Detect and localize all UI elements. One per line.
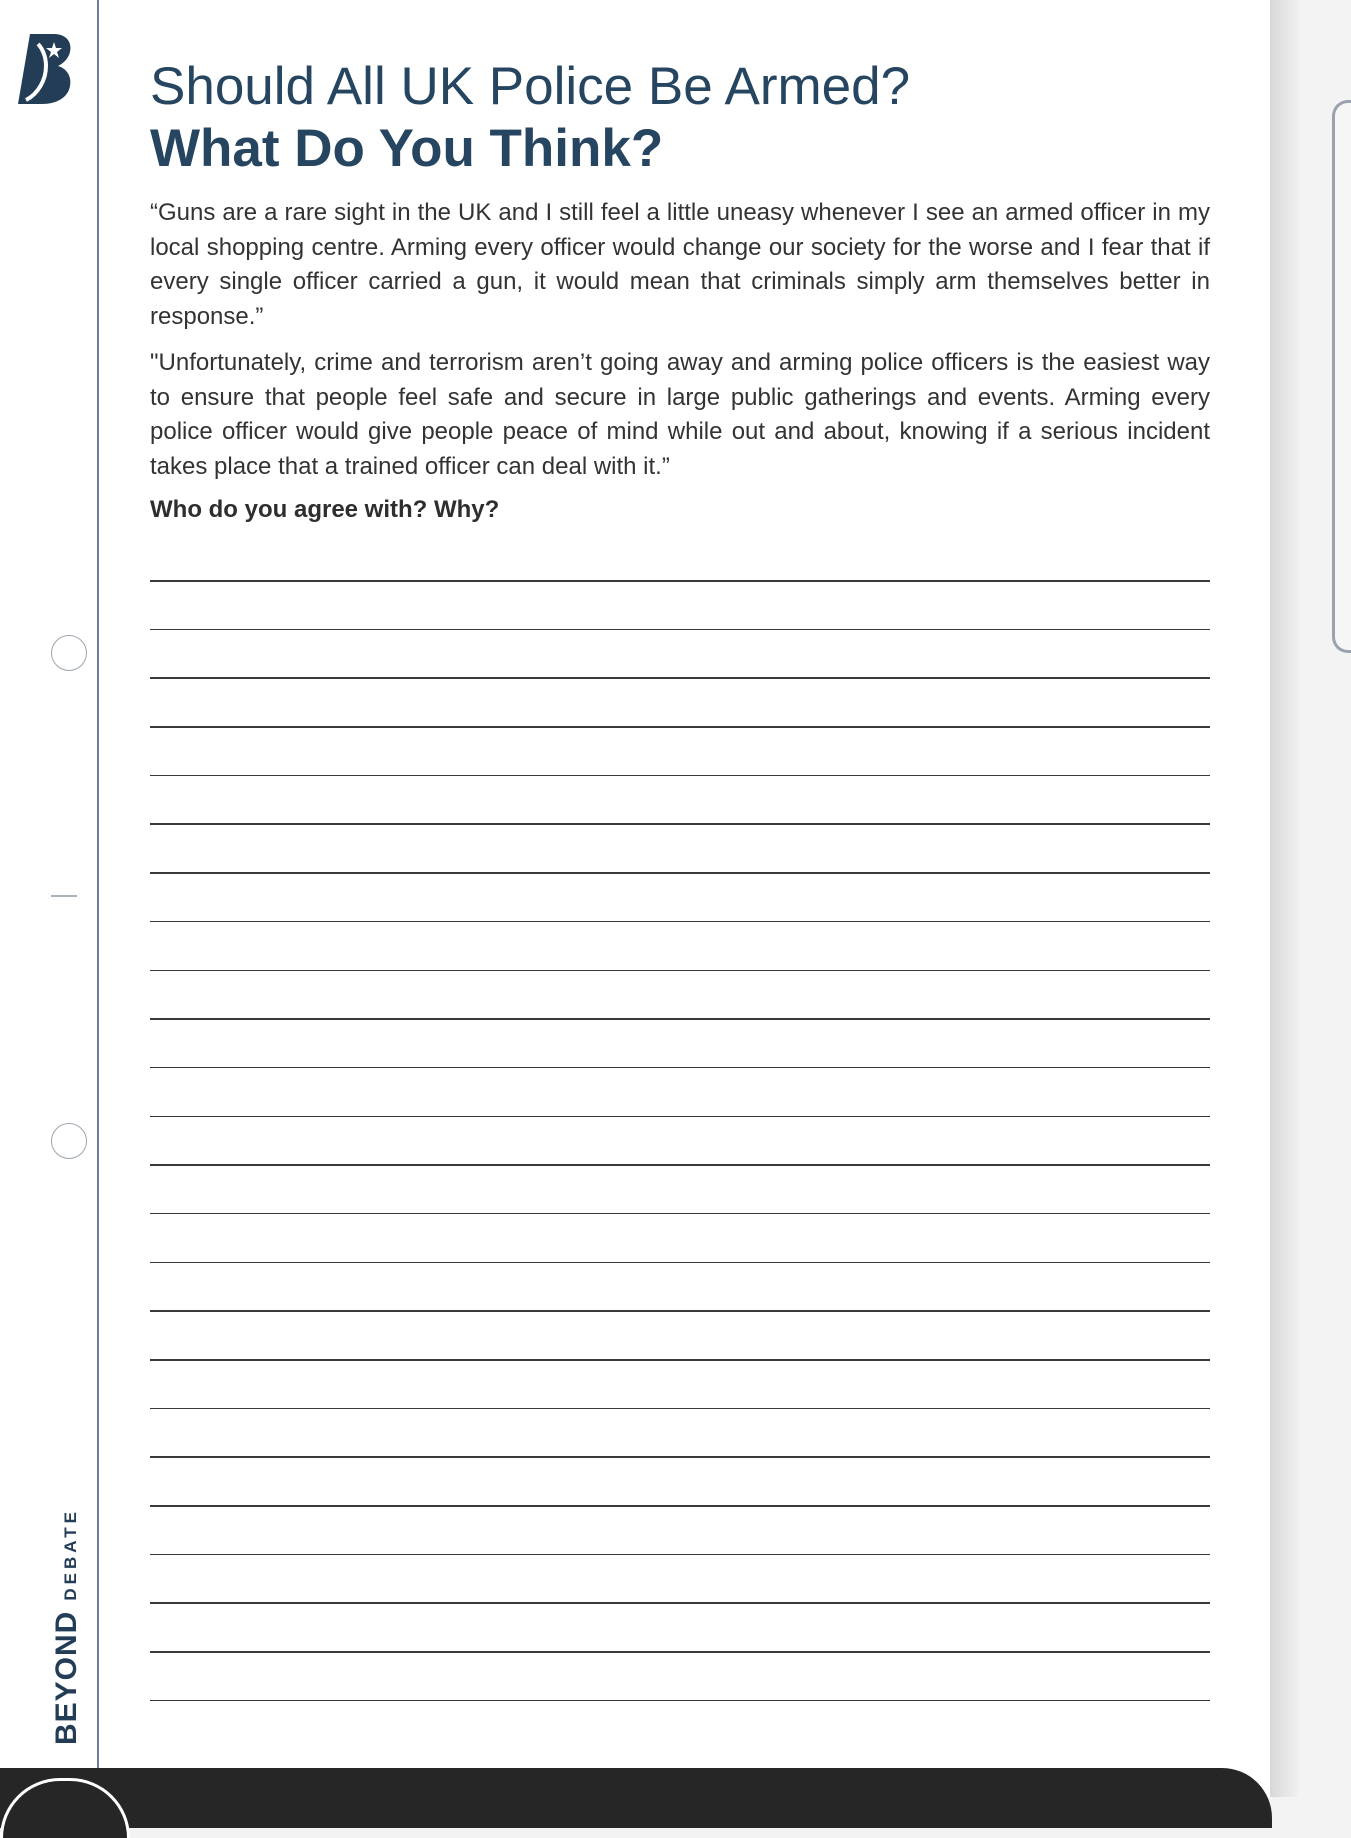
answer-line: [150, 1213, 1210, 1215]
writing-lines[interactable]: [150, 580, 1210, 1749]
answer-line: [150, 726, 1210, 728]
question-prompt: Who do you agree with? Why?: [150, 496, 500, 523]
answer-line: [150, 823, 1210, 825]
answer-line: [150, 1067, 1210, 1069]
answer-line: [150, 1408, 1210, 1410]
answer-line: [150, 970, 1210, 972]
app-background-shadow: [1270, 0, 1298, 1797]
answer-line: [150, 1651, 1210, 1653]
answer-line: [150, 1018, 1210, 1020]
punch-hole-bottom: [51, 1123, 87, 1159]
worksheet-content: [150, 56, 1210, 524]
b-logo-icon: [16, 30, 76, 106]
answer-line: [150, 1456, 1210, 1458]
answer-line: [150, 677, 1210, 679]
page-title: Should All UK Police Be Armed?: [150, 57, 911, 116]
answer-line: [150, 629, 1210, 631]
brand-wordmark: [50, 1508, 84, 1745]
quote-against: “Guns are a rare sight in the UK and I still feel a little uneasy whenever I see an armed officer in my local shopping centre. Arming every officer would change our society for the worse and I fear that if every single officer carried a gun, it would mean that criminals simply arm themselves better in response.”: [150, 199, 1210, 330]
answer-line: [150, 1700, 1210, 1702]
answer-line: [150, 1359, 1210, 1361]
answer-line: [150, 1554, 1210, 1556]
answer-line: [150, 1164, 1210, 1166]
answer-line: [150, 580, 1210, 582]
answer-line: [150, 872, 1210, 874]
brand-name-main: BEYOND: [50, 1610, 83, 1745]
answer-line: [150, 1310, 1210, 1312]
answer-line: [150, 1262, 1210, 1264]
answer-line: [150, 1505, 1210, 1507]
page-subtitle: What Do You Think?: [150, 119, 664, 178]
margin-rule: [97, 0, 99, 1797]
answer-line: [150, 1116, 1210, 1118]
answer-line: [150, 775, 1210, 777]
scroll-handle[interactable]: [1332, 100, 1351, 653]
center-mark: [51, 895, 77, 897]
answer-line: [150, 1602, 1210, 1604]
quote-for: "Unfortunately, crime and terrorism aren’t going away and arming police officers is the easiest way to ensure that people feel safe and secure in large public gatherings and events. Arming every police officer would give people peace of mind while out and about, knowing if a serious incident takes place that a trained officer can deal with it.”: [150, 349, 1210, 480]
bottom-toolbar: [0, 1768, 1272, 1828]
answer-line: [150, 921, 1210, 923]
punch-hole-top: [51, 635, 87, 671]
brand-name-sub: DEBATE: [61, 1508, 80, 1601]
